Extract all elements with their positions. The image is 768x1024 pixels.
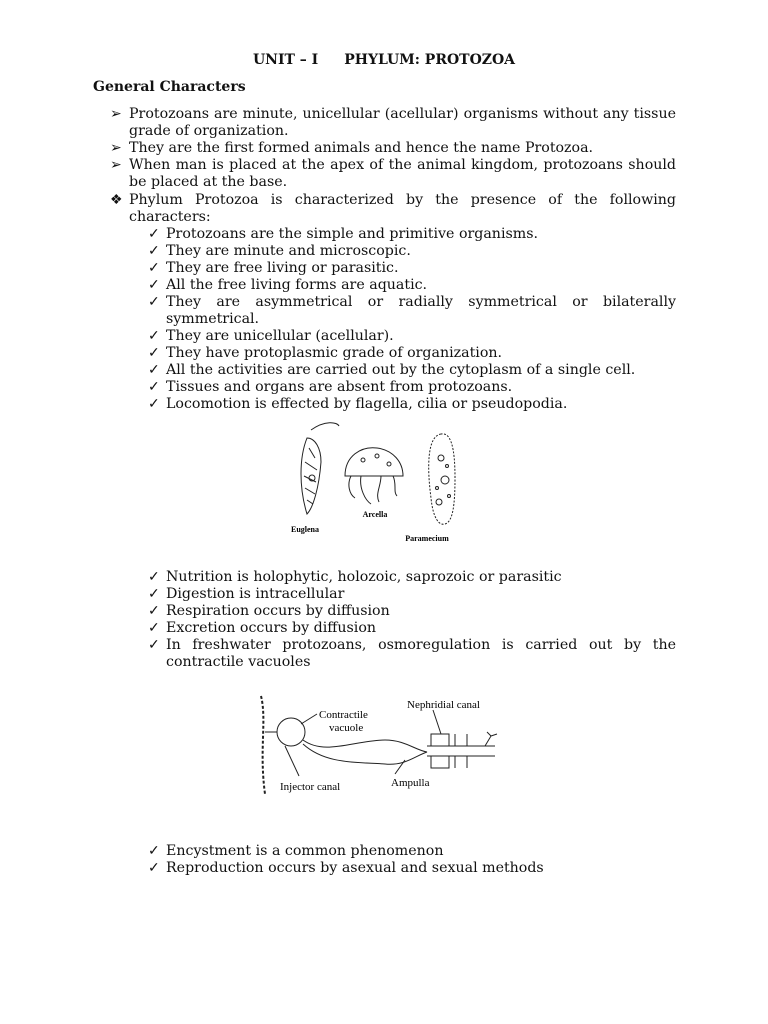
list-item-text: Reproduction occurs by asexual and sexual methods [166,860,544,876]
list-item [148,396,676,413]
characters-list-c [148,843,676,877]
list-item [148,379,676,396]
arcella-drawing [345,448,403,504]
list-item [148,586,676,603]
list-item [148,620,676,637]
characters-list-a [148,226,676,413]
list-item [148,345,676,362]
arrow-bullet-icon: ➢ [110,106,122,122]
list-item-text: They are asymmetrical or radially symmetrical or bilaterally symmetrical. [166,294,676,327]
list-item-text: All the free living forms are aquatic. [166,277,428,293]
check-icon: ✓ [148,345,160,361]
list-item-text: Excretion occurs by diffusion [166,620,376,636]
list-item-text: In freshwater protozoans, osmoregulation is carried out by the contractile vacuoles [166,637,676,670]
list-item-text: They are minute and microscopic. [166,243,411,259]
list-item [110,157,676,191]
contractile-label: Contractile [319,709,368,721]
check-icon: ✓ [148,260,160,276]
phylum-label: PHYLUM: PROTOZOA [344,52,516,68]
check-icon: ✓ [148,243,160,259]
check-icon: ✓ [148,860,160,876]
intro-list [110,106,676,191]
check-icon: ✓ [148,843,160,859]
list-item [148,226,676,243]
check-icon: ✓ [148,328,160,344]
check-icon: ✓ [148,379,160,395]
check-icon: ✓ [148,586,160,602]
list-item [110,192,676,226]
list-item-text: They are unicellular (acellular). [166,328,394,344]
list-item [148,860,676,877]
list-item-text: Tissues and organs are absent from protozoans. [166,379,513,395]
list-item-text: Encystment is a common phenomenon [166,843,444,859]
list-item-text: Phylum Protozoa is characterized by the presence of the following characters: [129,192,676,225]
euglena-drawing [301,423,339,514]
list-item-text: All the activities are carried out by the cytoplasm of a single cell. [166,362,636,378]
list-item-text: When man is placed at the apex of the animal kingdom, protozoans should be placed at the base. [129,157,676,190]
ampulla-label: Ampulla [391,777,430,789]
check-icon: ✓ [148,569,160,585]
injector-canal-label: Injector canal [280,781,341,793]
page-title [0,52,768,68]
list-item [148,603,676,620]
list-item [148,260,676,277]
check-icon: ✓ [148,637,160,653]
list-item-text: Nutrition is holophytic, holozoic, saprozoic or parasitic [166,569,562,585]
nephridial-canal-label: Nephridial canal [407,699,480,711]
list-item [148,362,676,379]
list-item-text: Respiration occurs by diffusion [166,603,390,619]
list-item-text: They are free living or parasitic. [166,260,399,276]
list-item [110,140,676,157]
arcella-label: Arcella [362,510,388,519]
arrow-bullet-icon: ➢ [110,140,122,156]
list-item [148,843,676,860]
check-icon: ✓ [148,277,160,293]
arrow-bullet-icon: ➢ [110,157,122,173]
check-icon: ✓ [148,396,160,412]
list-item-text: They have protoplasmic grade of organization. [166,345,503,361]
list-item-text: Protozoans are minute, unicellular (acellular) organisms without any tissue grade of organization. [129,106,676,139]
list-item [148,277,676,294]
paramecium-drawing [429,434,455,524]
list-item [148,569,676,586]
check-icon: ✓ [148,226,160,242]
list-item [110,106,676,140]
vacuole-label: vacuole [329,722,364,734]
diamond-bullet-icon: ❖ [110,192,123,208]
list-item-text: Protozoans are the simple and primitive organisms. [166,226,539,242]
check-icon: ✓ [148,603,160,619]
section-heading: General Characters [93,79,246,95]
list-item [148,294,676,328]
unit-label: UNIT – I [252,52,319,68]
check-icon: ✓ [148,294,160,310]
characters-list-b [148,569,676,671]
characters-intro [110,192,676,226]
list-item-text: They are the first formed animals and hence the name Protozoa. [129,140,594,156]
check-icon: ✓ [148,362,160,378]
paramecium-label: Paramecium [405,534,449,543]
check-icon: ✓ [148,620,160,636]
protozoa-figure [285,418,475,550]
list-item [148,637,676,671]
list-item-text: Locomotion is effected by flagella, cilia or pseudopodia. [166,396,568,412]
list-item [148,243,676,260]
euglena-label: Euglena [290,525,320,534]
list-item-text: Digestion is intracellular [166,586,345,602]
list-item [148,328,676,345]
contractile-vacuole-figure [255,690,505,800]
